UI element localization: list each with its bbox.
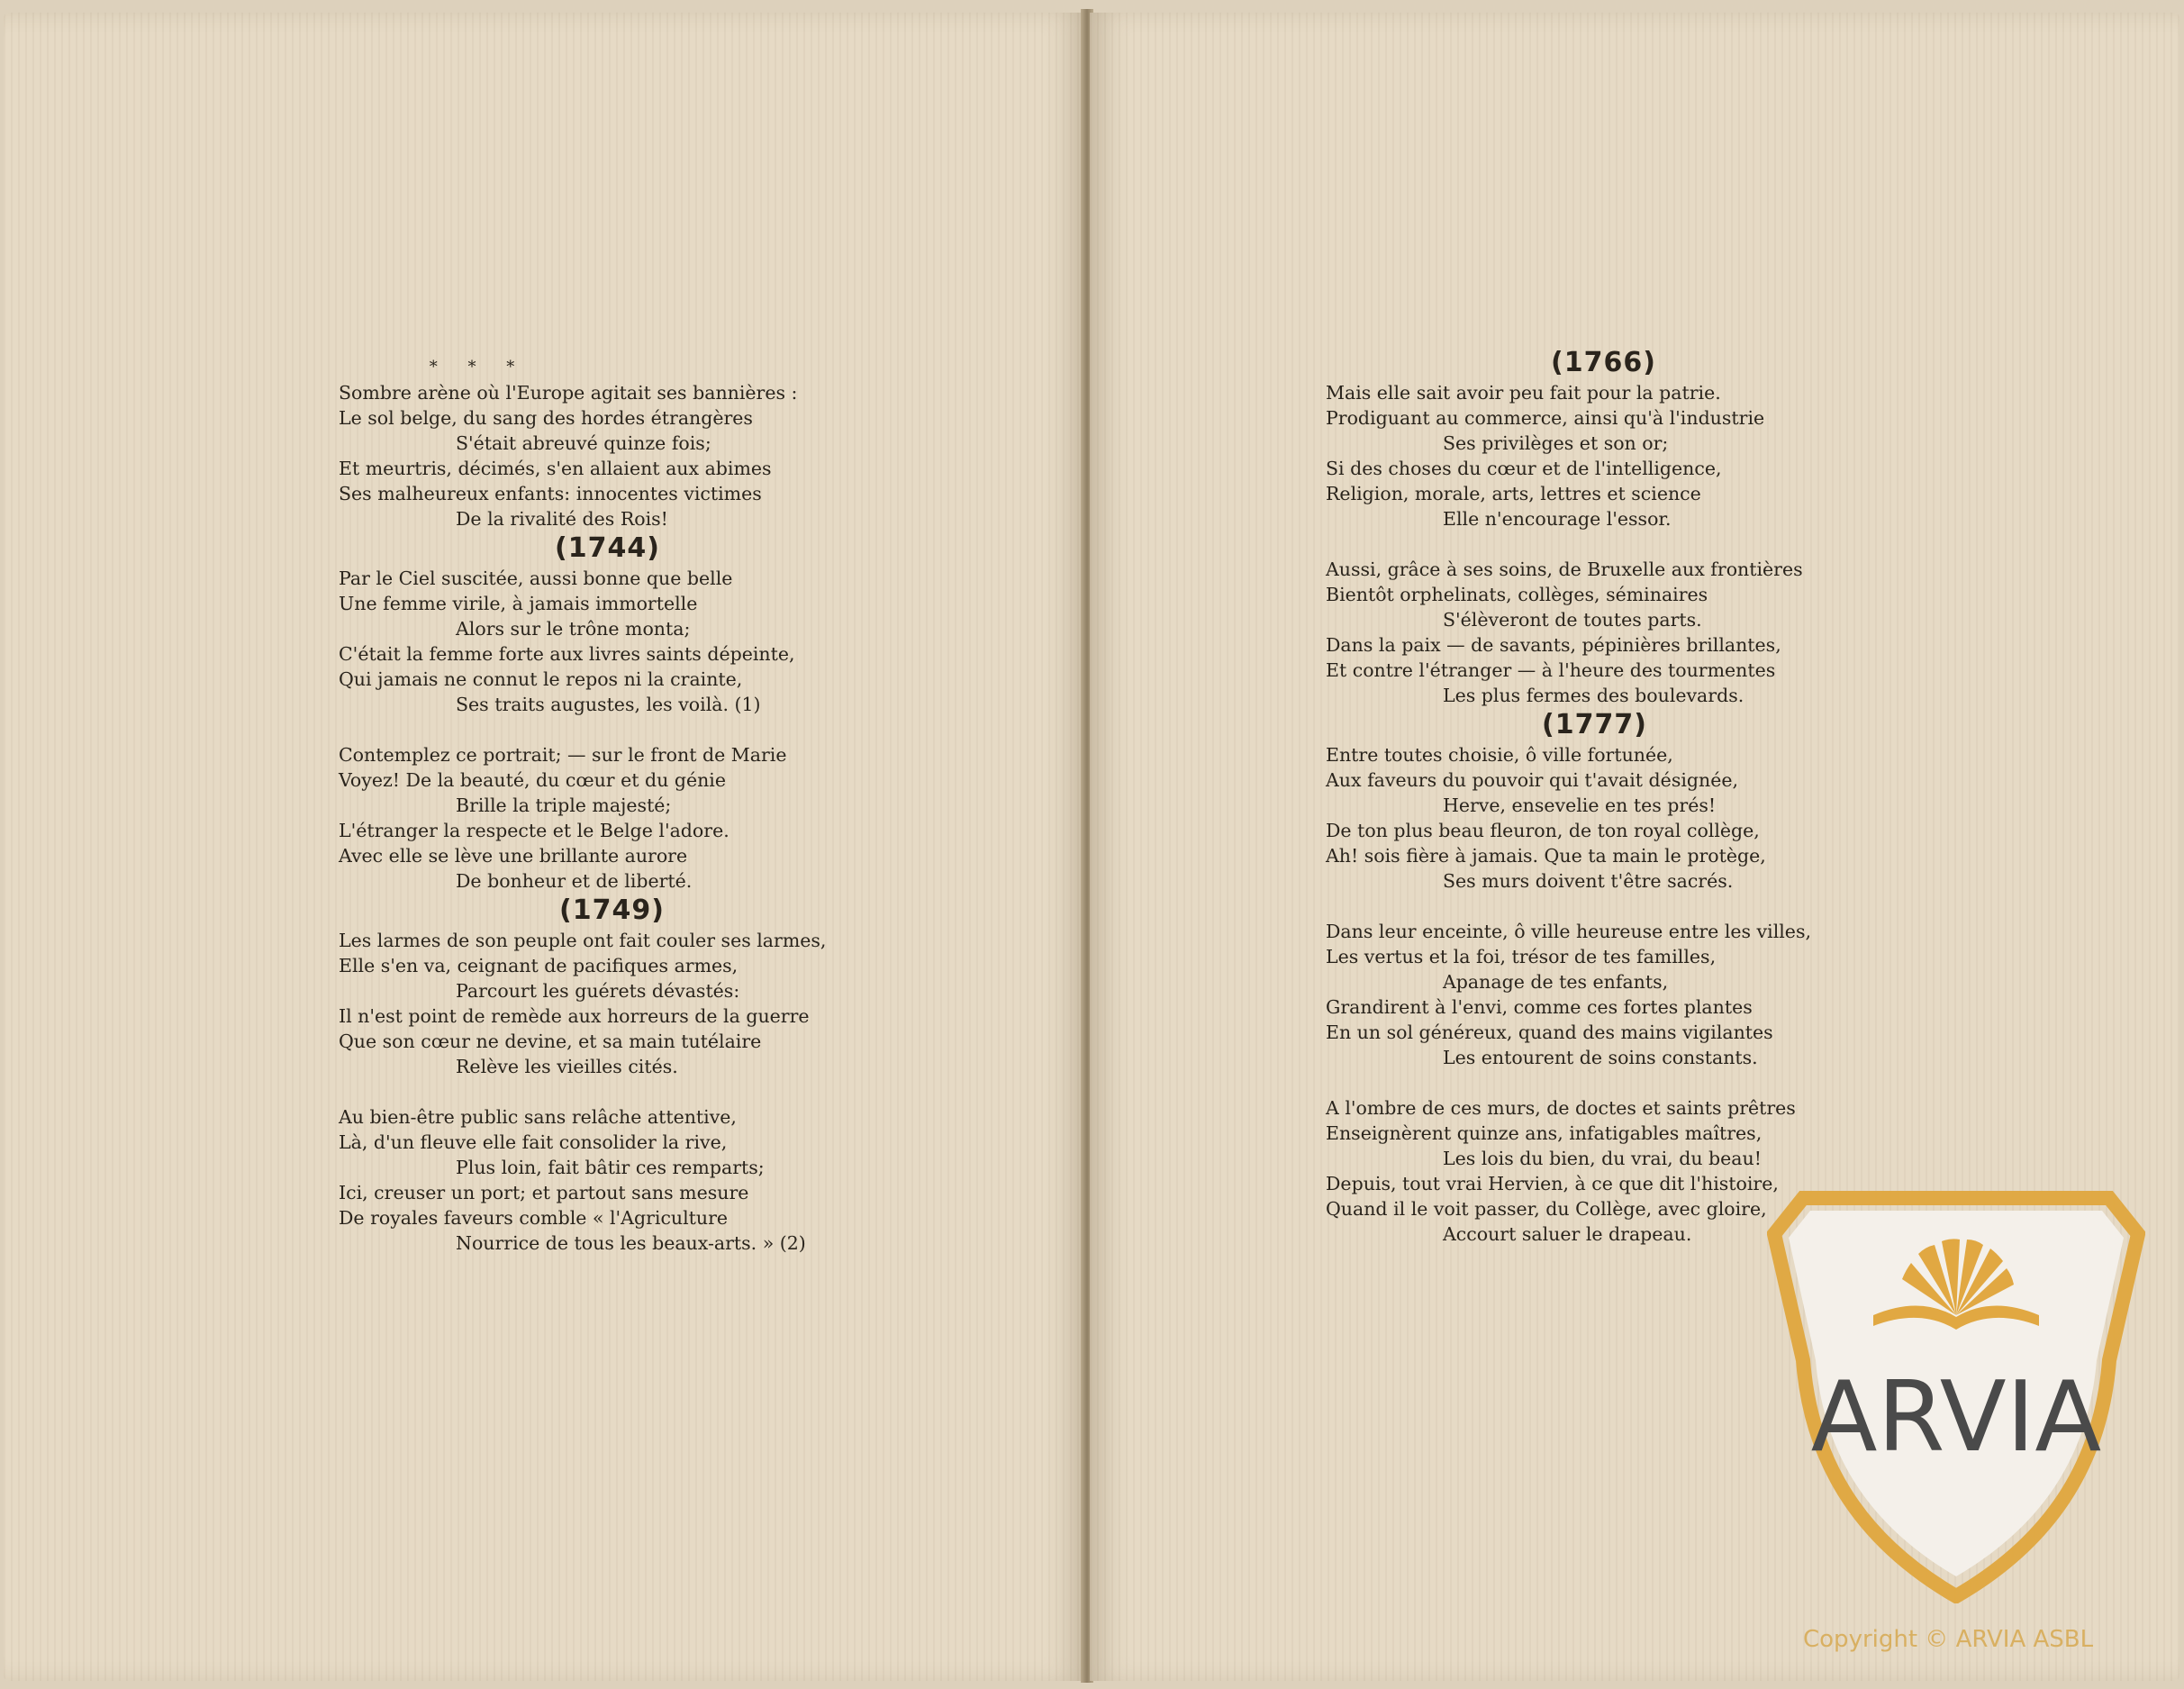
poem-line: Prodiguant au commerce, ainsi qu'à l'industrie xyxy=(1326,407,1765,429)
poem-line: Là, d'un fleuve elle fait consolider la rive, xyxy=(339,1131,728,1153)
poem-line: En un sol généreux, quand des mains vigilantes xyxy=(1326,1022,1773,1043)
poem-line: Entre toutes choisie, ô ville fortunée, xyxy=(1326,744,1673,766)
left-poem xyxy=(339,355,826,1256)
poem-line: Voyez! De la beauté, du cœur et du génie xyxy=(339,769,726,791)
poem-line: Elle s'en va, ceignant de pacifiques armes, xyxy=(339,955,739,976)
poem-line: Avec elle se lève une brillante aurore xyxy=(339,845,688,867)
year-heading: (1766) xyxy=(1551,347,1656,378)
poem-line: Les larmes de son peuple ont fait couler ses larmes, xyxy=(339,930,827,951)
stanza-stars: * * * xyxy=(429,358,528,377)
poem-line: Dans la paix — de savants, pépinières brillantes, xyxy=(1326,634,1781,656)
poem-line: De la rivalité des Rois! xyxy=(456,508,668,530)
stanza-gap xyxy=(339,717,826,742)
poem-line: Par le Ciel suscitée, aussi bonne que belle xyxy=(339,568,733,589)
poem-line: Plus loin, fait bâtir ces remparts; xyxy=(456,1157,765,1178)
poem-line: Elle n'encourage l'essor. xyxy=(1443,508,1672,530)
poem-line: Il n'est point de remède aux horreurs de la guerre xyxy=(339,1005,810,1027)
poem-line: Nourrice de tous les beaux-arts. » (2) xyxy=(456,1232,806,1254)
poem-line: A l'ombre de ces murs, de doctes et saints prêtres xyxy=(1326,1097,1796,1119)
poem-line: Herve, ensevelie en tes prés! xyxy=(1443,795,1717,816)
right-poem xyxy=(1326,346,1811,1247)
poem-line: Et meurtris, décimés, s'en allaient aux abimes xyxy=(339,458,772,479)
poem-line: Accourt saluer le drapeau. xyxy=(1443,1223,1692,1245)
poem-line: Bientôt orphelinats, collèges, séminaires xyxy=(1326,584,1708,605)
copyright-notice: Copyright © ARVIA ASBL xyxy=(1803,1626,2094,1653)
year-heading: (1749) xyxy=(559,894,665,926)
stanza-gap xyxy=(1326,531,1811,557)
poem-line: Depuis, tout vrai Hervien, à ce que dit l'histoire, xyxy=(1326,1173,1779,1194)
poem-line: S'était abreuvé quinze fois; xyxy=(456,432,711,454)
year-heading: (1744) xyxy=(555,532,660,564)
left-page xyxy=(4,13,1084,1681)
poem-line: Dans leur enceinte, ô ville heureuse entre les villes, xyxy=(1326,921,1811,942)
stanza-gap xyxy=(1326,894,1811,919)
poem-line: Ici, creuser un port; et partout sans mesure xyxy=(339,1182,749,1203)
poem-line: Apanage de tes enfants, xyxy=(1443,971,1669,993)
poem-line: L'étranger la respecte et le Belge l'adore. xyxy=(339,820,730,841)
poem-line: S'élèveront de toutes parts. xyxy=(1443,609,1702,631)
poem-line: Les lois du bien, du vrai, du beau! xyxy=(1443,1148,1762,1169)
arvia-shield-logo xyxy=(1767,1180,2145,1603)
poem-line: Les plus fermes des boulevards. xyxy=(1443,685,1744,706)
poem-line: Si des choses du cœur et de l'intelligence, xyxy=(1326,458,1722,479)
stanza-gap xyxy=(1326,1070,1811,1095)
poem-line: Relève les vieilles cités. xyxy=(456,1056,678,1077)
poem-line: Ses murs doivent t'être sacrés. xyxy=(1443,870,1734,892)
stanza-gap xyxy=(339,1079,826,1104)
poem-line: Qui jamais ne connut le repos ni la crainte, xyxy=(339,668,743,690)
poem-line: Et contre l'étranger — à l'heure des tourmentes xyxy=(1326,659,1776,681)
poem-line: De ton plus beau fleuron, de ton royal collège, xyxy=(1326,820,1760,841)
year-heading: (1777) xyxy=(1542,709,1647,740)
poem-line: Une femme virile, à jamais immortelle xyxy=(339,593,698,614)
poem-line: Les entourent de soins constants. xyxy=(1443,1047,1758,1068)
poem-line: Enseignèrent quinze ans, infatigables maîtres, xyxy=(1326,1122,1763,1144)
poem-line: Religion, morale, arts, lettres et science xyxy=(1326,483,1701,504)
poem-line: Ses malheureux enfants: innocentes victimes xyxy=(339,483,762,504)
poem-line: Brille la triple majesté; xyxy=(456,795,672,816)
poem-line: Contemplez ce portrait; — sur le front de Marie xyxy=(339,744,787,766)
poem-line: Ses traits augustes, les voilà. (1) xyxy=(456,694,761,715)
poem-line: Ah! sois fière à jamais. Que ta main le protège, xyxy=(1326,845,1766,867)
poem-line: Parcourt les guérets dévastés: xyxy=(456,980,740,1002)
poem-line: Au bien-être public sans relâche attentive, xyxy=(339,1106,737,1128)
poem-line: Sombre arène où l'Europe agitait ses bannières : xyxy=(339,382,798,404)
poem-line: C'était la femme forte aux livres saints dépeinte, xyxy=(339,643,795,665)
poem-line: Quand il le voit passer, du Collège, avec gloire, xyxy=(1326,1198,1767,1220)
poem-line: Les vertus et la foi, trésor de tes familles, xyxy=(1326,946,1717,967)
poem-line: Ses privilèges et son or; xyxy=(1443,432,1669,454)
poem-line: Aussi, grâce à ses soins, de Bruxelle aux frontières xyxy=(1326,558,1803,580)
poem-line: Le sol belge, du sang des hordes étrangères xyxy=(339,407,753,429)
poem-line: Grandirent à l'envi, comme ces fortes plantes xyxy=(1326,996,1753,1018)
poem-line: Aux faveurs du pouvoir qui t'avait désignée, xyxy=(1326,769,1738,791)
logo-text: ARVIA xyxy=(1810,1361,2102,1474)
poem-line: De bonheur et de liberté. xyxy=(456,870,693,892)
poem-line: De royales faveurs comble « l'Agriculture xyxy=(339,1207,729,1229)
poem-line: Alors sur le trône monta; xyxy=(456,618,691,640)
poem-line: Que son cœur ne devine, et sa main tutélaire xyxy=(339,1031,762,1052)
poem-line: Mais elle sait avoir peu fait pour la patrie. xyxy=(1326,382,1721,404)
